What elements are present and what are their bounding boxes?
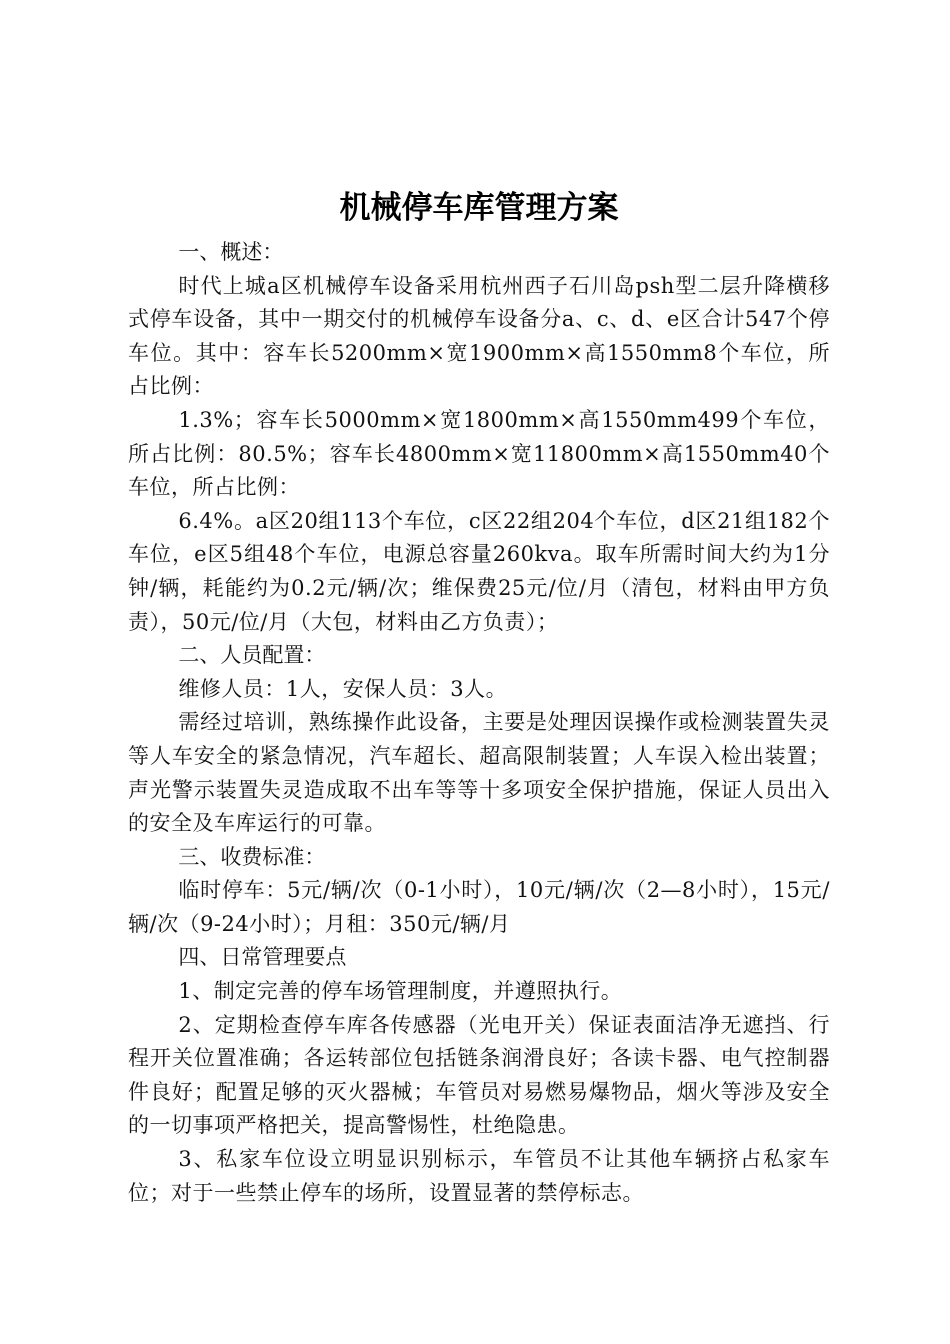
staffing-paragraph-2: 需经过培训，熟练操作此设备，主要是处理因误操作或检测装置失灵等人车安全的紧急情况，汽车超长、超高限制装置；人车误入检出装置；声光警示装置失灵造成取不出车等等十多项安全保护措施，保证人员出入的安全及车库运行的可靠。 <box>128 710 830 836</box>
overview-paragraph-3: 6.4%。a区20组113个车位，c区22组204个车位，d区21组182个车位，e区5组48个车位，电源总容量260kva。取车所需时间大约为1分钟/辆，耗能约为0.2元/辆/次；维保费25元/位/月（清包，材料由甲方负责），50元/位/月（大包，材料由乙方负责）； <box>128 508 830 634</box>
document-page <box>128 186 830 1210</box>
management-point-2: 2、定期检查停车库各传感器（光电开关）保证表面洁净无遮挡、行程开关位置准确；各运转部位包括链条润滑良好；各读卡器、电气控制器件良好；配置足够的灭火器械；车管员对易燃易爆物品，烟火等涉及安全的一切事项严格把关，提高警惕性，杜绝隐患。 <box>128 1012 830 1138</box>
section-heading-overview: 一、概述： <box>178 240 284 264</box>
overview-paragraph-1: 时代上城a区机械停车设备采用杭州西子石川岛psh型二层升降横移式停车设备，其中一期交付的机械停车设备分a、c、d、e区合计547个停车位。其中：容车长5200mm×宽1900mm×高1550mm8个车位，所占比例： <box>128 273 830 399</box>
management-point-1: 1、制定完善的停车场管理制度，并遵照执行。 <box>178 979 623 1004</box>
document-title: 机械停车库管理方案 <box>339 190 619 226</box>
section-heading-fees: 三、收费标准： <box>178 844 326 869</box>
document-body <box>128 236 830 1210</box>
overview-paragraph-2: 1.3%；容车长5000mm×宽1800mm×高1550mm499个车位，所占比例：80.5%；容车长4800mm×宽11800mm×高1550mm40个车位，所占比例： <box>128 407 830 500</box>
section-heading-management: 四、日常管理要点 <box>178 945 347 970</box>
staffing-paragraph-1: 维修人员：1人，安保人员：3人。 <box>178 676 508 701</box>
fees-paragraph: 临时停车：5元/辆/次（0-1小时），10元/辆/次（2—8小时），15元/辆/次（9-24小时）；月租：350元/辆/月 <box>128 878 830 936</box>
management-point-3: 3、私家车位设立明显识别标示，车管员不让其他车辆挤占私家车位；对于一些禁止停车的场所，设置显著的禁停标志。 <box>128 1147 830 1205</box>
section-heading-staffing: 二、人员配置： <box>178 643 326 668</box>
